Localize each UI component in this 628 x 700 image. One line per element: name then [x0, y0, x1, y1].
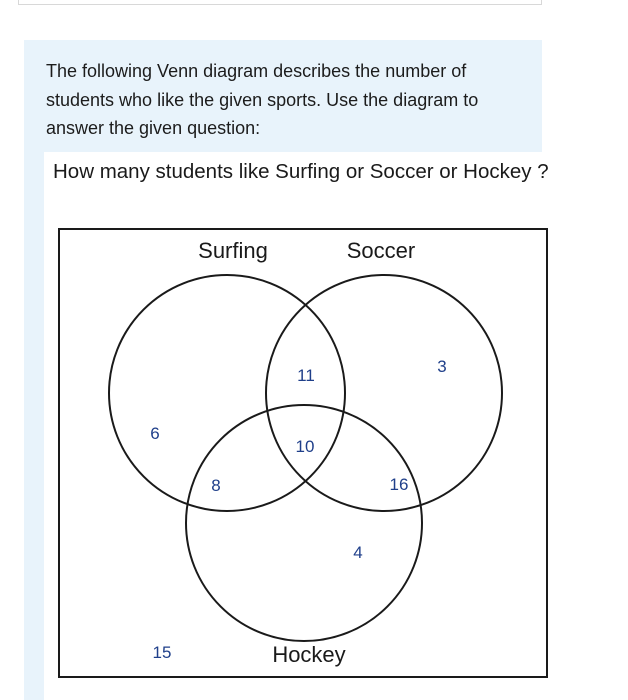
hockey-only-value: 4 [353, 543, 363, 562]
soccer-hockey-value: 16 [389, 475, 409, 494]
surfing-circle [109, 275, 345, 511]
surfing-label: Surfing [198, 238, 268, 263]
hockey-label: Hockey [272, 642, 346, 667]
instructions-text: The following Venn diagram describes the number of students who like the given sports. Use the diagram to answer the given question: [46, 61, 479, 138]
question-text: How many students like Surfing or Soccer or Hockey ? [53, 160, 549, 183]
surfing-only-value: 6 [150, 424, 160, 443]
soccer-circle [266, 275, 502, 511]
none-value: 15 [152, 643, 172, 662]
soccer-label: Soccer [346, 238, 416, 263]
surfing-soccer-value: 11 [297, 366, 315, 385]
soccer-only-value: 3 [437, 357, 447, 376]
surfing-hockey-value: 8 [211, 476, 221, 495]
all-three-value: 10 [295, 437, 315, 456]
